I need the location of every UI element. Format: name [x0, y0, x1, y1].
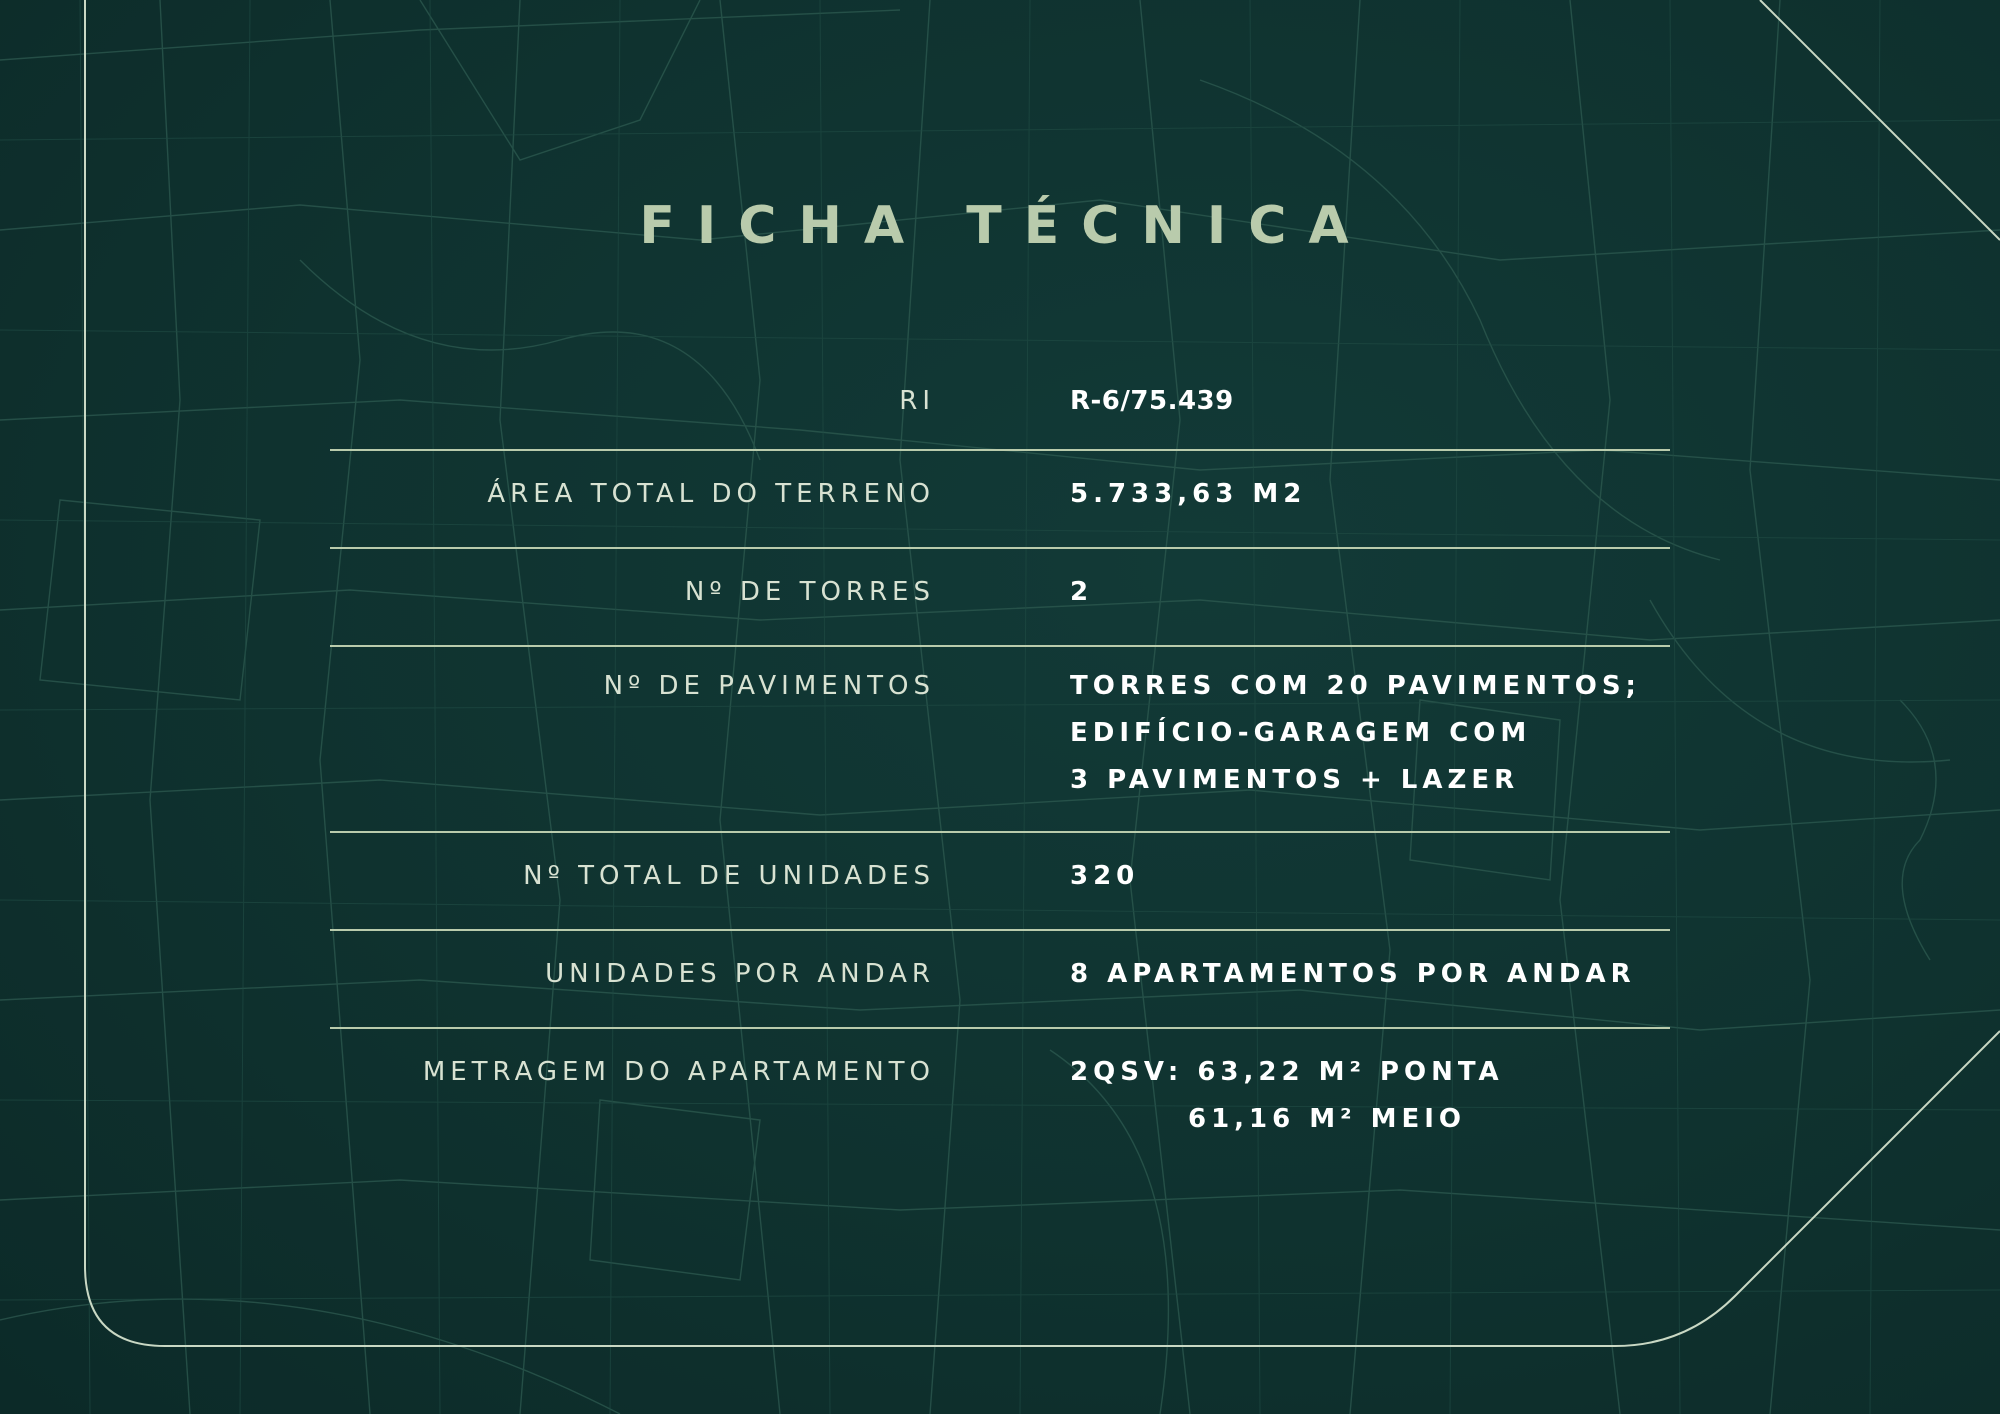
spec-label: Nº DE PAVIMENTOS [603, 671, 935, 701]
spec-table [330, 360, 1670, 1149]
spec-value [1070, 853, 1139, 900]
spec-value [1070, 569, 1093, 616]
spec-row-area [330, 451, 1670, 549]
spec-value-line: 2 [1070, 577, 1094, 607]
spec-label: Nº TOTAL DE UNIDADES [523, 861, 935, 891]
spec-row-floors [330, 647, 1670, 833]
spec-value-line: 3 PAVIMENTOS + LAZER [1070, 765, 1520, 795]
spec-value-line: 5.733,63 M2 [1070, 479, 1307, 509]
spec-value [1070, 471, 1306, 518]
spec-value [1070, 1049, 1504, 1143]
spec-value [1070, 378, 1234, 425]
spec-row-towers [330, 549, 1670, 647]
spec-label: RI [899, 386, 935, 416]
spec-row-ri [330, 360, 1670, 451]
spec-value-line: TORRES COM 20 PAVIMENTOS; [1070, 671, 1641, 701]
spec-label: Nº DE TORRES [684, 577, 935, 607]
spec-value-line: 2QSV: 63,22 M² PONTA [1070, 1057, 1504, 1087]
spec-row-apartment-size [330, 1029, 1670, 1149]
spec-label: ÁREA TOTAL DO TERRENO [487, 479, 935, 509]
spec-value-line: 320 [1070, 861, 1140, 891]
spec-value [1070, 951, 1636, 998]
spec-value-line: EDIFÍCIO-GARAGEM COM [1070, 718, 1532, 748]
spec-value-line: 8 APARTAMENTOS POR ANDAR [1070, 959, 1636, 989]
spec-row-units-per-floor [330, 931, 1670, 1029]
spec-value [1070, 663, 1641, 804]
spec-label: METRAGEM DO APARTAMENTO [422, 1057, 935, 1087]
page-title: FICHA TÉCNICA [639, 196, 1371, 256]
spec-value-line: R-6/75.439 [1070, 386, 1234, 416]
spec-value-line: 61,16 M² MEIO [1188, 1104, 1467, 1134]
spec-label: UNIDADES POR ANDAR [545, 959, 935, 989]
spec-row-units [330, 833, 1670, 931]
